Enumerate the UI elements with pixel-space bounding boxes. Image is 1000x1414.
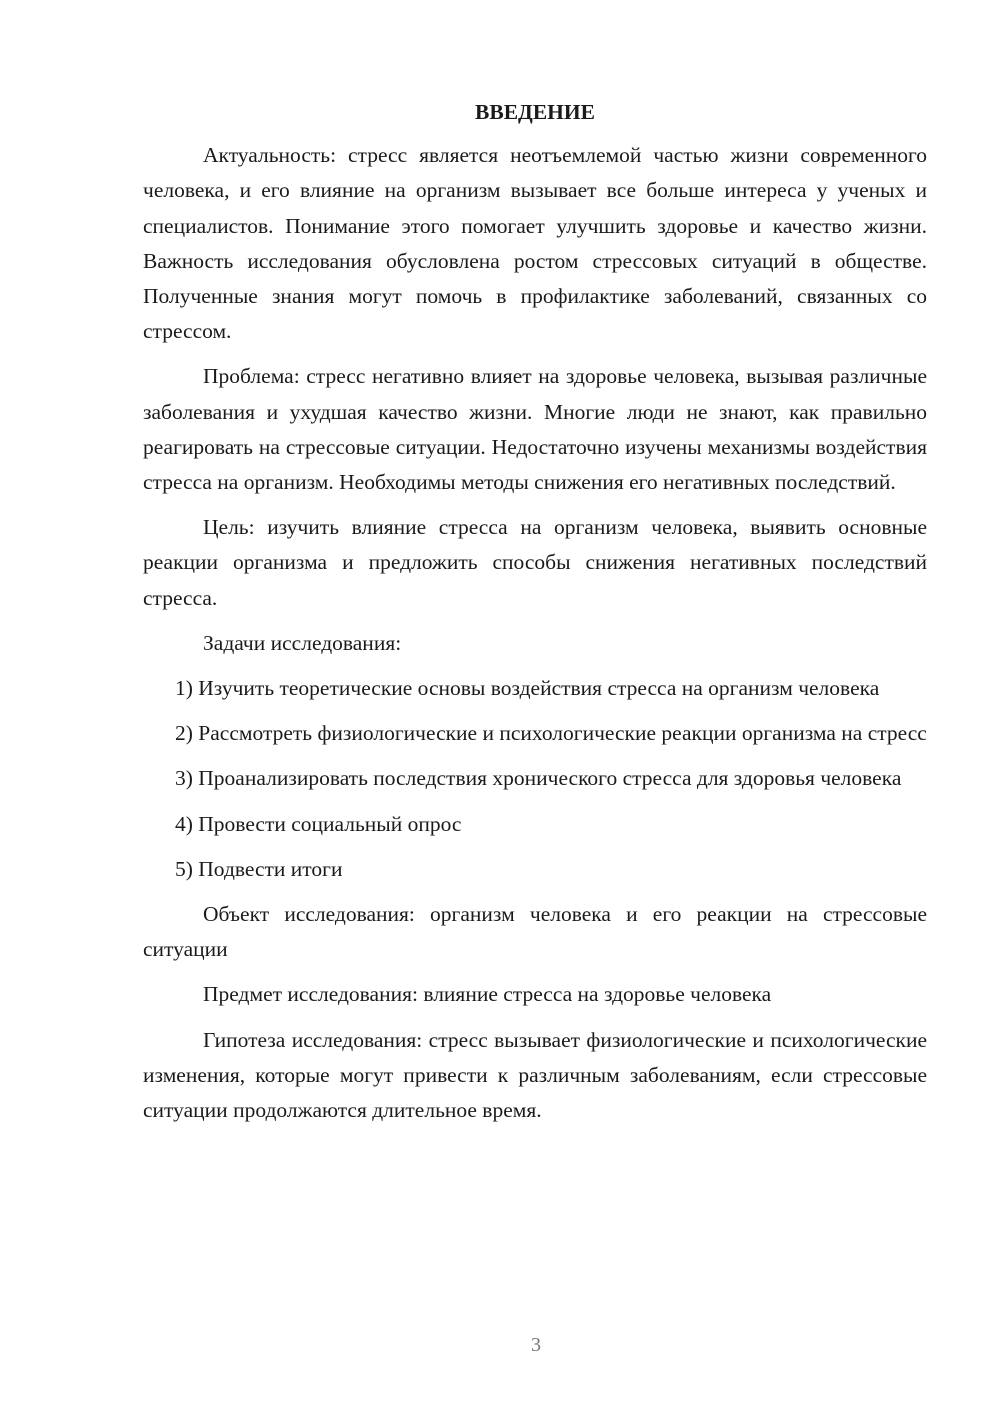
task-item-1: 1) Изучить теоретические основы воздействия стресса на организм человека bbox=[175, 676, 880, 701]
paragraph-hypothesis: Гипотеза исследования: стресс вызывает физиологические и психологические изменения, которые могут привести к различным заболеваниям, если стрессовые ситуации продолжаются длительное время. bbox=[143, 1027, 927, 1123]
page-number: 3 bbox=[531, 1334, 541, 1356]
task-item-4: 4) Провести социальный опрос bbox=[175, 811, 462, 836]
paragraph-tasks-heading: Задачи исследования: bbox=[203, 630, 402, 655]
task-item-5: 5) Подвести итоги bbox=[175, 856, 343, 881]
task-item-3: 3) Проанализировать последствия хронического стресса для здоровья человека bbox=[175, 766, 902, 791]
paragraph-object: Объект исследования: организм человека и его реакции на стрессовые ситуации bbox=[143, 902, 927, 962]
page-body bbox=[143, 95, 927, 1138]
paragraph-problem: Проблема: стресс негативно влияет на здоровье человека, вызывая различные заболевания и ухудшая качество жизни. Многие люди не знают, как правильно реагировать на стрессовые ситуации. Недостаточно изучены механизмы воздействия стресса на организм. Необходимы методы снижения его негативных последствий. bbox=[143, 364, 927, 495]
paragraph-relevance: Актуальность: стресс является неотъемлемой частью жизни современного человека, и его влияние на организм вызывает все больше интереса у ученых и специалистов. Понимание этого помогает улучшить здоровье и качество жизни. Важность исследования обусловлена ростом стрессовых ситуаций в обществе. Полученные знания могут помочь в профилактике заболеваний, связанных со стрессом. bbox=[143, 143, 927, 344]
task-item-2: 2) Рассмотреть физиологические и психологические реакции организма на стресс bbox=[175, 721, 927, 746]
paragraph-subject: Предмет исследования: влияние стресса на здоровье человека bbox=[203, 982, 772, 1007]
section-title: ВВЕДЕНИЕ bbox=[475, 100, 595, 124]
paragraph-goal: Цель: изучить влияние стресса на организм человека, выявить основные реакции организма и предложить способы снижения негативных последствий стресса. bbox=[143, 515, 927, 610]
